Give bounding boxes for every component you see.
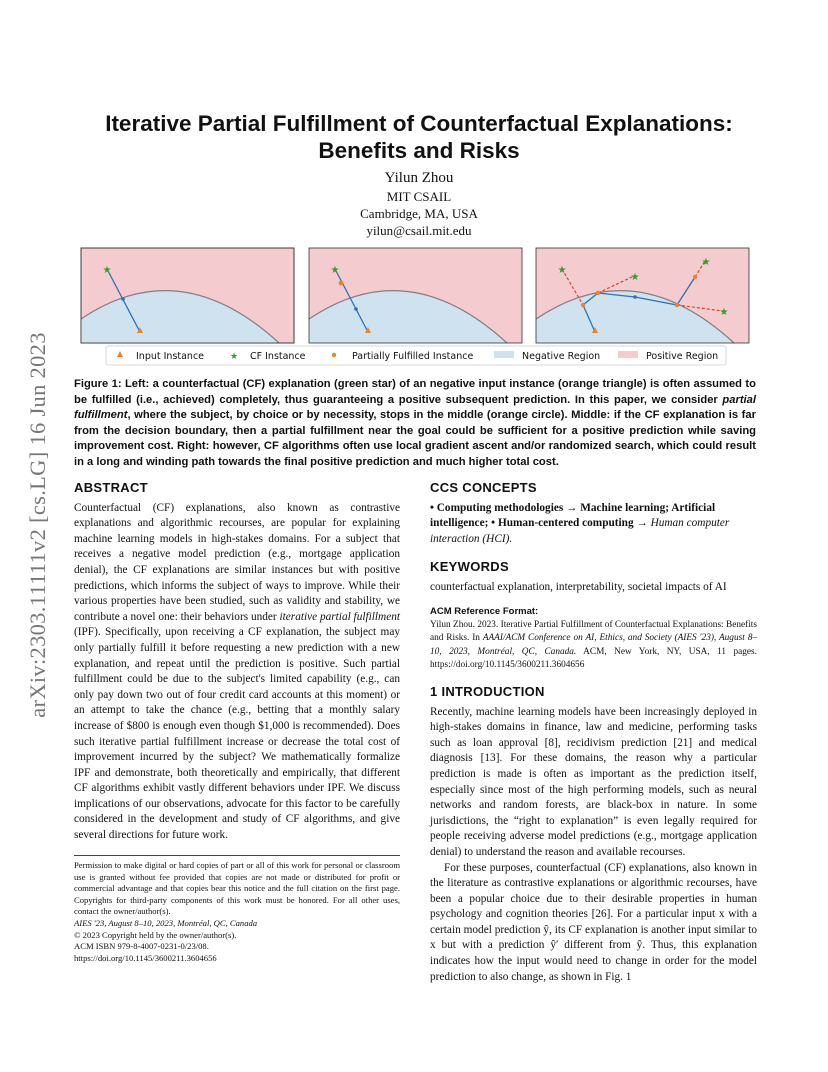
legend-negative: Negative Region bbox=[522, 351, 601, 362]
panel-middle bbox=[309, 248, 522, 343]
svg-text:★: ★ bbox=[630, 272, 640, 283]
right-column bbox=[430, 480, 757, 985]
figure-svg bbox=[80, 247, 752, 367]
svg-text:★: ★ bbox=[719, 307, 729, 318]
paper-title bbox=[74, 110, 764, 164]
intro-paragraph-1: Recently, machine learning models have been increasingly deployed in high-stakes domains in finance, law and medicine, performing tasks such as loan approval [8], recidivism prediction [21] and medical diagnosis [13]. For these domains, the reason why a particular prediction is made is often as important as the prediction itself, especially since most of the high performing models, such as neural networks and random forests, are black-box in nature. In some jurisdictions, the “right to explanation” is even legally required for people receiving adverse model predictions (e.g., mortgage application denial) to understand the reason and available recourses. bbox=[430, 705, 757, 858]
figure-caption: Figure 1: Left: a counterfactual (CF) explanation (green star) of an negative input instance (orange triangle) is often assumed to be fulfilled (i.e., achieved) completely, thus guaranteeing a positive subsequent prediction. In this paper, we consider partial fulfillment, where the subject, by choice or by necessity, stops in the middle (orange circle). Middle: if the CF explanation is far from the decision boundary, then a partial fulfillment near the goal could be sufficient for a positive prediction while saving improvement cost. Right: however, CF algorithms often use local gradient ascent and/or randomized search, which could result in a long and winding path towards the final positive prediction and much higher total cost. bbox=[74, 378, 756, 468]
legend-partial: Partially Fulfilled Instance bbox=[352, 351, 474, 362]
author-location: Cambridge, MA, USA bbox=[360, 206, 478, 221]
arxiv-stamp bbox=[18, 290, 58, 760]
author-affiliation: MIT CSAIL bbox=[386, 189, 452, 204]
abstract-heading: ABSTRACT bbox=[74, 480, 148, 495]
panel-left bbox=[81, 248, 294, 343]
figure-legend bbox=[106, 346, 726, 365]
arxiv-id: arXiv:2303.11111v2 [cs.LG] 16 Jun 2023 bbox=[25, 332, 50, 718]
left-column bbox=[74, 480, 400, 844]
svg-text:★: ★ bbox=[701, 257, 711, 268]
title-line-1: Iterative Partial Fulfillment of Counterfactual Explanations: bbox=[105, 111, 733, 136]
panel-right bbox=[536, 248, 749, 343]
ccs-heading: CCS CONCEPTS bbox=[430, 480, 537, 495]
reference-format-text: Yilun Zhou. 2023. Iterative Partial Fulfillment of Counterfactual Explanations: Benefits and Risks. In AAAI/ACM Conference on AI, Ethics, and Society (AIES '23), August 8–10, 2023, Montréal, QC, Canada. ACM, New York, NY, USA, 11 pages. https://doi.org/10.1145/3600211.3604656 bbox=[430, 620, 757, 670]
author-name: Yilun Zhou bbox=[384, 170, 454, 186]
abstract-text: Counterfactual (CF) explanations, also known as contrastive explanations and algorithmic recourses, are popular for explaining machine learning models in high-stakes domains. For a subject that receives a negative model prediction (e.g., mortgage application denial), the CF explanations are similar instances but with positive predictions, which informs the subject of ways to improve. While their various properties have been studied, such as validity and stability, we contribute a novel one: their behaviors under iterative partial fulfillment (IPF). Specifically, upon receiving a CF explanation, the subject may only partially fulfill it before requesting a new prediction with a new explanation, and repeat until the prediction is positive. Such partial fulfillment could be due to the subject's limited capability (e.g., can only pay down two out of four credit card accounts at this moment) or an attempt to take the chance (e.g., betting that a monthly salary increase of $800 is enough even though $1,000 is recommended). Does such iterative partial fulfillment increase or decrease the total cost of improvement incurred by the subject? We mathematically formalize IPF and demonstrate, both theoretically and empirically, that different CF algorithms exhibit vastly different behaviors under IPF. We discuss implications of our observations, advocate for this factor to be carefully considered in the development and study of CF algorithms, and give several directions for future work. bbox=[74, 501, 400, 842]
figure-1 bbox=[80, 247, 752, 367]
keywords-text: counterfactual explanation, interpretability, societal impacts of AI bbox=[430, 580, 727, 593]
svg-text:★: ★ bbox=[229, 352, 239, 362]
author-block bbox=[74, 169, 764, 239]
legend-positive: Positive Region bbox=[646, 351, 719, 362]
svg-text:★: ★ bbox=[557, 265, 567, 276]
intro-heading: 1 INTRODUCTION bbox=[430, 683, 545, 699]
author-email: yilun@csail.mit.edu bbox=[366, 223, 472, 238]
legend-input: Input Instance bbox=[136, 351, 205, 362]
svg-text:★: ★ bbox=[102, 265, 112, 276]
title-line-2: Benefits and Risks bbox=[318, 138, 520, 163]
reference-format-heading: ACM Reference Format: bbox=[430, 605, 539, 617]
legend-cf: CF Instance bbox=[250, 351, 306, 362]
intro-paragraph-2: For these purposes, counterfactual (CF) explanations, also known in the literature as contrastive explanations or algorithmic recourses, have been a popular choice due to their desirable properties in human psychology and cognition theories [26]. For a particular input x with a certain model prediction ŷ, its CF explanation is another input similar to x but with a prediction ŷ′ different from ŷ. Thus, this explanation indicates how the input would need to change in order for the model prediction to also change, as shown in Fig. 1 bbox=[430, 861, 757, 983]
ccs-text: • Computing methodologies → Machine learning; Artificial intelligence; • Human-centered computing → Human computer interaction (HCI). bbox=[430, 501, 730, 545]
svg-text:★: ★ bbox=[330, 265, 340, 276]
copyright-footnote: Permission to make digital or hard copies of part or all of this work for personal or classroom use is granted without fee provided that copies are not made or distributed for profit or commercial advantage and that copies bear this notice and the full citation on the first page. Copyrights for third-party components of this work must be honored. For all other uses, contact the owner/author(s). AIES '23, August 8–10, 2023, Montréal, QC, Canada © 2023 Copyright held by the owner/author(s). ACM ISBN 979-8-4007-0231-0/23/08. https://doi.org/10.1145/3600211.3604656 bbox=[74, 855, 400, 964]
keywords-heading: KEYWORDS bbox=[430, 559, 509, 575]
